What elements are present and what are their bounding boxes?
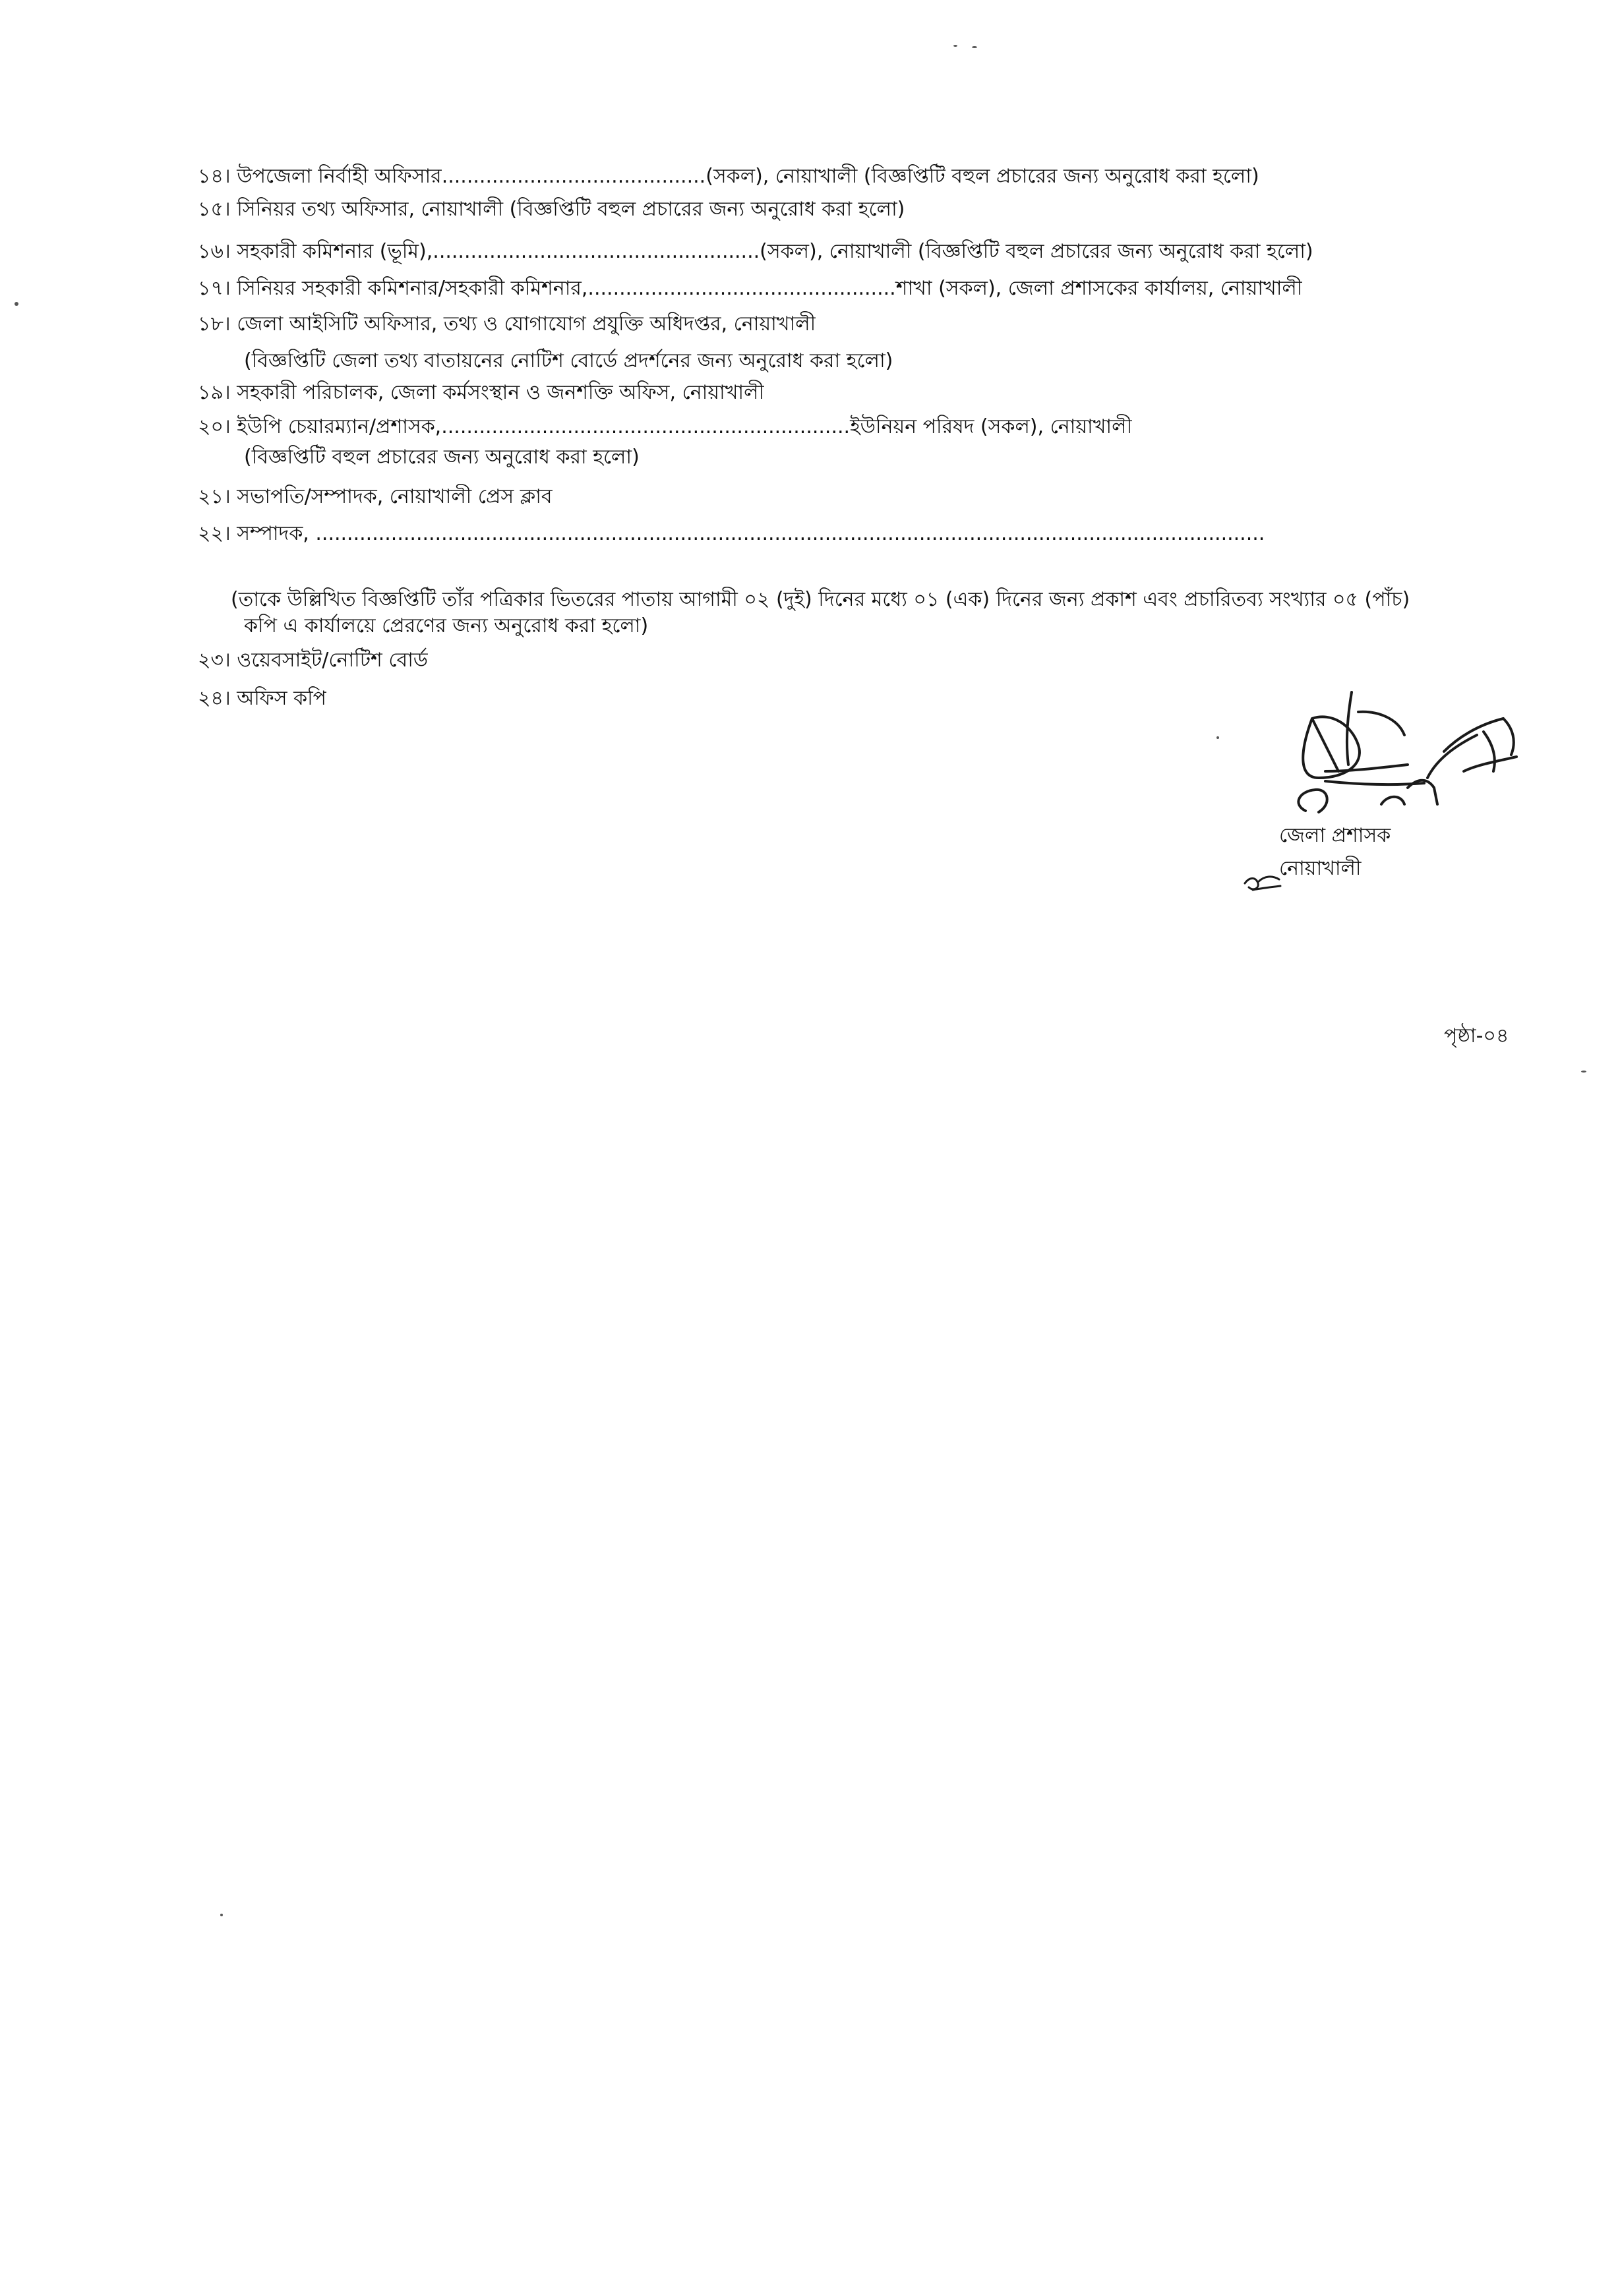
list-item: ২৩। ওয়েবসাইট/নোটিশ বোর্ড [198,649,428,672]
signature-block [1240,659,1569,923]
scan-speck [953,45,957,47]
list-item: ১৫। সিনিয়র তথ্য অফিসার, নোয়াখালী (বিজ্ঞপ্তিটি বহুল প্রচারের জন্য অনুরোধ করা হলো) [198,198,905,221]
list-item: ২১। সভাপতি/সম্পাদক, নোয়াখালী প্রেস ক্লাব [198,485,553,508]
list-item: ২২। সম্পাদক, ....................................................................................................................................................... [198,522,1265,545]
signatory-title: জেলা প্রশাসক [1279,824,1391,847]
page-number: পৃষ্ঠা-০৪ [1444,1024,1509,1047]
list-item: ১৯। সহকারী পরিচালক, জেলা কর্মসংস্থান ও জনশক্তি অফিস, নোয়াখালী [198,381,765,404]
scan-speck [15,302,18,306]
list-item: ১৭। সিনিয়র সহকারী কমিশনার/সহকারী কমিশনার,.................................................শাখা (সকল), জেলা প্রশাসকের কার্যালয়, নোয়াখালী [198,277,1303,300]
list-item: ১৮। জেলা আইসিটি অফিসার, তথ্য ও যোগাযোগ প্রযুক্তি অধিদপ্তর, নোয়াখালী [198,312,816,336]
signatory-district: নোয়াখালী [1279,857,1362,880]
initials-icon [1240,864,1286,897]
scan-speck [1581,1071,1586,1073]
scan-speck [1216,736,1219,739]
list-item: ২০। ইউপি চেয়ারম্যান/প্রশাসক,.................................................................ইউনিয়ন পরিষদ (সকল), নোয়াখালী [198,415,1133,438]
scan-speck [220,1914,223,1916]
list-item: ২৪। অফিস কপি [198,687,327,710]
list-item: ১৪। উপজেলা নির্বাহী অফিসার..........................................(সকল), নোয়াখালী (বিজ্ঞপ্তিটি বহুল প্রচারের জন্য অনুরোধ করা হলো) [198,165,1259,188]
list-item-note: (তাকে উল্লিখিত বিজ্ঞপ্তিটি তাঁর পত্রিকার ভিতরের পাতায় আগামী ০২ (দুই) দিনের মধ্যে ০১ (এক) দিনের জন্য প্রকাশ এবং প্রচারিতব্য সংখ্যার ০৫ (পাঁচ) [231,588,1410,611]
signature-icon [1266,672,1543,837]
list-item-note: (বিজ্ঞপ্তিটি জেলা তথ্য বাতায়নের নোটিশ বোর্ডে প্রদর্শনের জন্য অনুরোধ করা হলো) [244,349,893,372]
list-item-note: (বিজ্ঞপ্তিটি বহুল প্রচারের জন্য অনুরোধ করা হলো) [244,446,640,469]
list-item: ১৬। সহকারী কমিশনার (ভূমি),....................................................(সকল), নোয়াখালী (বিজ্ঞপ্তিটি বহুল প্রচারের জন্য অনুরোধ করা হলো) [198,240,1313,263]
list-item-note: কপি এ কার্যালয়ে প্রেরণের জন্য অনুরোধ করা হলো) [244,614,649,637]
scan-speck [972,46,977,48]
